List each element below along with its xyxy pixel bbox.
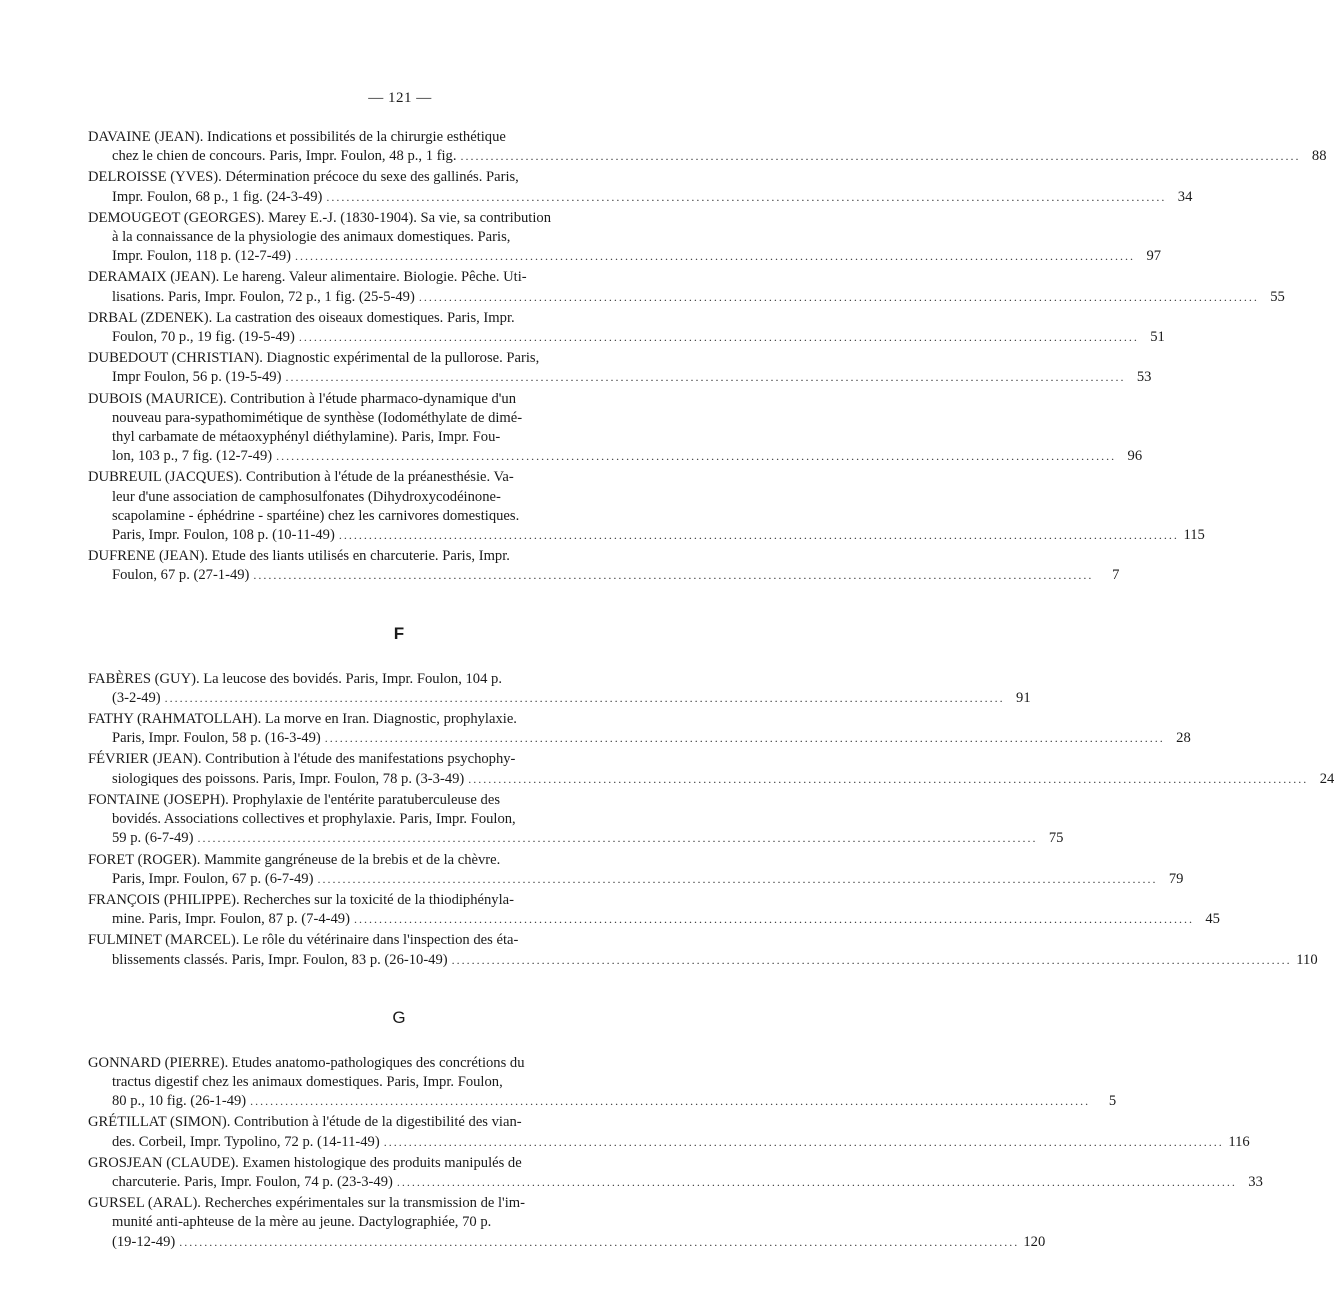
bibliography-entry bbox=[88, 1054, 1117, 1112]
bibliography-entry bbox=[88, 547, 1120, 585]
entry-text: FONTAINE (JOSEPH). Prophylaxie de l'entérite paratuberculeuse des bbox=[88, 791, 501, 808]
bibliography-entry bbox=[88, 168, 1193, 206]
entry-text: GONNARD (PIERRE). Etudes anatomo-pathologiques des concrétions du bbox=[88, 1054, 525, 1071]
entry-line bbox=[88, 228, 710, 247]
bibliography-entry bbox=[88, 1113, 1250, 1151]
entry-page-number: 91 bbox=[1016, 689, 1031, 706]
entry-text: tractus digestif chez les animaux domestiques. Paris, Impr. Foulon, bbox=[112, 1073, 503, 1090]
page-number: — 121 — bbox=[368, 90, 432, 106]
entry-line bbox=[88, 566, 1120, 585]
bibliography-list bbox=[88, 128, 1334, 1254]
entry-line bbox=[88, 1173, 1263, 1192]
entry-text: FORET (ROGER). Mammite gangréneuse de la brebis et de la chèvre. bbox=[88, 851, 501, 868]
bibliography-entry bbox=[88, 1194, 1046, 1252]
dot-leader bbox=[461, 147, 1301, 166]
dot-leader bbox=[326, 188, 1166, 207]
entry-line bbox=[88, 1054, 710, 1073]
entry-line bbox=[88, 209, 710, 228]
entry-text: FULMINET (MARCEL). Le rôle du vétérinaire dans l'inspection des éta- bbox=[88, 932, 519, 949]
dot-leader bbox=[276, 447, 1116, 466]
bibliography-entry bbox=[88, 791, 1064, 849]
entry-page-number: 5 bbox=[1108, 1093, 1117, 1110]
entry-text: Paris, Impr. Foulon, 108 p. (10-11-49) bbox=[112, 527, 335, 544]
entry-text: à la connaissance de la physiologie des animaux domestiques. Paris, bbox=[112, 229, 511, 246]
entry-text: leur d'une association de camphosulfonates (Dihydroxycodéinone- bbox=[112, 488, 501, 505]
entry-page-number: 96 bbox=[1127, 448, 1143, 465]
entry-text: DUBEDOUT (CHRISTIAN). Diagnostic expérimental de la pullorose. Paris, bbox=[88, 350, 540, 367]
entry-page-number: 55 bbox=[1270, 288, 1285, 305]
entry-page-number: 88 bbox=[1311, 148, 1327, 165]
entry-line bbox=[88, 910, 1220, 929]
entry-text: DEMOUGEOT (GEORGES). Marey E.-J. (1830-1904). Sa vie, sa contribution bbox=[88, 209, 552, 226]
entry-line bbox=[88, 428, 710, 447]
entry-text: DUBREUIL (JACQUES). Contribution à l'étude de la préanesthésie. Va- bbox=[88, 469, 514, 486]
entry-line bbox=[88, 368, 1152, 387]
entry-line bbox=[88, 507, 710, 526]
entry-line bbox=[88, 870, 1184, 889]
bibliography-entry bbox=[88, 851, 1184, 889]
entry-line bbox=[88, 1233, 1046, 1252]
entry-page-number: 24 bbox=[1319, 770, 1334, 787]
dot-leader bbox=[317, 870, 1157, 889]
entry-line bbox=[88, 689, 1031, 708]
entry-text: (19-12-49) bbox=[112, 1233, 176, 1250]
entry-text: DUFRENE (JEAN). Etude des liants utilisés en charcuterie. Paris, Impr. bbox=[88, 548, 510, 565]
entry-page-number: 115 bbox=[1183, 527, 1205, 544]
dot-leader bbox=[419, 288, 1259, 307]
entry-line bbox=[88, 1133, 1250, 1152]
entry-line bbox=[88, 1092, 1117, 1111]
entry-text: nouveau para-sypathomimétique de synthèse (Iodométhylate de dimé- bbox=[112, 409, 523, 426]
entry-line bbox=[88, 791, 710, 810]
bibliography-entry bbox=[88, 349, 1152, 387]
entry-text: Impr Foulon, 56 p. (19-5-49) bbox=[112, 369, 282, 386]
entry-text: FÉVRIER (JEAN). Contribution à l'étude des manifestations psychophy- bbox=[88, 751, 516, 768]
bibliography-entry bbox=[88, 750, 1334, 788]
entry-page-number: 28 bbox=[1176, 730, 1191, 747]
dot-leader bbox=[165, 689, 1005, 708]
entry-page-number: 7 bbox=[1112, 567, 1120, 584]
entry-text: Impr. Foulon, 68 p., 1 fig. (24-3-49) bbox=[112, 188, 323, 205]
entry-page-number: 53 bbox=[1136, 369, 1152, 386]
dot-leader bbox=[299, 328, 1139, 347]
entry-page-number: 75 bbox=[1048, 830, 1064, 847]
entry-line bbox=[88, 328, 1165, 347]
entry-text: DRBAL (ZDENEK). La castration des oiseaux domestiques. Paris, Impr. bbox=[88, 309, 515, 326]
entry-line bbox=[88, 1213, 710, 1232]
entry-line bbox=[88, 829, 1064, 848]
entry-text: GURSEL (ARAL). Recherches expérimentales sur la transmission de l'im- bbox=[88, 1195, 525, 1212]
dot-leader bbox=[452, 951, 1292, 970]
entry-text: (3-2-49) bbox=[112, 689, 161, 706]
entry-line bbox=[88, 268, 710, 287]
entry-text: des. Corbeil, Impr. Typolino, 72 p. (14-11-49) bbox=[112, 1133, 380, 1150]
dot-leader bbox=[250, 1092, 1090, 1111]
entry-text: GROSJEAN (CLAUDE). Examen histologique des produits manipulés de bbox=[88, 1154, 522, 1171]
entry-text: lisations. Paris, Impr. Foulon, 72 p., 1 fig. (25-5-49) bbox=[112, 288, 415, 305]
entry-text: scapolamine - éphédrine - spartéine) chez les carnivores domestiques. bbox=[112, 507, 520, 524]
bibliography-entry bbox=[88, 1154, 1263, 1192]
entry-line bbox=[88, 288, 1285, 307]
bibliography-entry bbox=[88, 209, 1162, 267]
entry-line bbox=[88, 468, 710, 487]
entry-page-number: 97 bbox=[1146, 248, 1162, 265]
entry-text: Foulon, 67 p. (27-1-49) bbox=[112, 567, 250, 584]
entry-page-number: 116 bbox=[1228, 1133, 1250, 1150]
dot-leader bbox=[325, 729, 1165, 748]
entry-page-number: 79 bbox=[1168, 870, 1184, 887]
entry-line bbox=[88, 488, 710, 507]
entry-line bbox=[88, 309, 710, 328]
entry-line bbox=[88, 247, 1162, 266]
entry-page-number: 51 bbox=[1150, 329, 1165, 346]
entry-line bbox=[88, 770, 1334, 789]
entry-line bbox=[88, 710, 710, 729]
entry-text: Foulon, 70 p., 19 fig. (19-5-49) bbox=[112, 329, 295, 346]
entry-text: thyl carbamate de métaoxyphényl diéthylamine). Paris, Impr. Fou- bbox=[112, 429, 501, 446]
entry-line bbox=[88, 891, 710, 910]
entry-line bbox=[88, 168, 710, 187]
bibliography-entry bbox=[88, 931, 1318, 969]
entry-line bbox=[88, 1194, 710, 1213]
entry-text: 59 p. (6-7-49) bbox=[112, 830, 194, 847]
dot-leader bbox=[285, 368, 1125, 387]
entry-line bbox=[88, 851, 710, 870]
entry-page-number: 34 bbox=[1177, 188, 1193, 205]
entry-text: 80 p., 10 fig. (26-1-49) bbox=[112, 1093, 247, 1110]
bibliography-entry bbox=[88, 468, 1205, 545]
entry-line bbox=[88, 526, 1205, 545]
entry-text: FABÈRES (GUY). La leucose des bovidés. Paris, Impr. Foulon, 104 p. bbox=[88, 670, 502, 687]
dot-leader bbox=[397, 1173, 1237, 1192]
entry-text: mine. Paris, Impr. Foulon, 87 p. (7-4-49) bbox=[112, 911, 350, 928]
entry-page-number: 110 bbox=[1296, 951, 1318, 968]
entry-text: FATHY (RAHMATOLLAH). La morve en Iran. Diagnostic, prophylaxie. bbox=[88, 711, 517, 728]
entry-line bbox=[88, 951, 1318, 970]
entry-line bbox=[88, 147, 1327, 166]
entry-line bbox=[88, 128, 710, 147]
dot-leader bbox=[468, 770, 1308, 789]
section-letter: G bbox=[392, 1007, 406, 1027]
entry-line bbox=[88, 729, 1191, 748]
entry-text: Paris, Impr. Foulon, 67 p. (6-7-49) bbox=[112, 870, 314, 887]
entry-line bbox=[88, 750, 710, 769]
bibliography-entry bbox=[88, 670, 1031, 708]
bibliography-entry bbox=[88, 268, 1285, 306]
entry-text: blissements classés. Paris, Impr. Foulon, 83 p. (26-10-49) bbox=[112, 951, 448, 968]
dot-leader bbox=[253, 566, 1093, 585]
entry-page-number: 33 bbox=[1248, 1173, 1263, 1190]
entry-text: DUBOIS (MAURICE). Contribution à l'étude pharmaco-dynamique d'un bbox=[88, 390, 517, 407]
section-letter: F bbox=[393, 623, 405, 643]
entry-line bbox=[88, 931, 710, 950]
entry-line bbox=[88, 447, 1143, 466]
entry-line bbox=[88, 1113, 710, 1132]
entry-text: charcuterie. Paris, Impr. Foulon, 74 p. (23-3-49) bbox=[112, 1173, 393, 1190]
bibliography-entry bbox=[88, 309, 1165, 347]
bibliography-entry bbox=[88, 390, 1143, 467]
entry-line bbox=[88, 1154, 710, 1173]
entry-text: GRÉTILLAT (SIMON). Contribution à l'étude de la digestibilité des vian- bbox=[88, 1114, 522, 1131]
bibliography-entry bbox=[88, 128, 1327, 166]
entry-page-number: 120 bbox=[1023, 1233, 1046, 1250]
entry-text: Paris, Impr. Foulon, 58 p. (16-3-49) bbox=[112, 730, 321, 747]
entry-text: DAVAINE (JEAN). Indications et possibilités de la chirurgie esthétique bbox=[88, 129, 506, 145]
entry-text: Impr. Foulon, 118 p. (12-7-49) bbox=[112, 248, 292, 265]
dot-leader bbox=[197, 829, 1037, 848]
dot-leader bbox=[339, 526, 1179, 545]
entry-text: DERAMAIX (JEAN). Le hareng. Valeur alimentaire. Biologie. Pêche. Uti- bbox=[88, 269, 527, 286]
entry-page-number: 45 bbox=[1205, 911, 1220, 928]
entry-line bbox=[88, 810, 710, 829]
entry-line bbox=[88, 547, 710, 566]
entry-text: lon, 103 p., 7 fig. (12-7-49) bbox=[112, 448, 273, 465]
bibliography-entry bbox=[88, 710, 1191, 748]
dot-leader bbox=[384, 1133, 1224, 1152]
entry-line bbox=[88, 1073, 710, 1092]
dot-leader bbox=[179, 1233, 1019, 1252]
dot-leader bbox=[354, 910, 1194, 929]
entry-text: DELROISSE (YVES). Détermination précoce du sexe des gallinés. Paris, bbox=[88, 169, 519, 186]
entry-text: munité anti-aphteuse de la mère au jeune. Dactylographiée, 70 p. bbox=[112, 1214, 492, 1231]
entry-line bbox=[88, 390, 710, 409]
entry-line bbox=[88, 409, 710, 428]
entry-text: bovidés. Associations collectives et prophylaxie. Paris, Impr. Foulon, bbox=[112, 811, 516, 828]
entry-text: siologiques des poissons. Paris, Impr. Foulon, 78 p. (3-3-49) bbox=[112, 770, 465, 787]
entry-text: FRANÇOIS (PHILIPPE). Recherches sur la toxicité de la thiodiphényla- bbox=[88, 891, 514, 908]
bibliography-entry bbox=[88, 891, 1220, 929]
entry-line bbox=[88, 188, 1193, 207]
entry-line bbox=[88, 349, 710, 368]
dot-leader bbox=[295, 247, 1135, 266]
entry-text: chez le chien de concours. Paris, Impr. Foulon, 48 p., 1 fig. bbox=[112, 148, 457, 165]
entry-line bbox=[88, 670, 710, 689]
